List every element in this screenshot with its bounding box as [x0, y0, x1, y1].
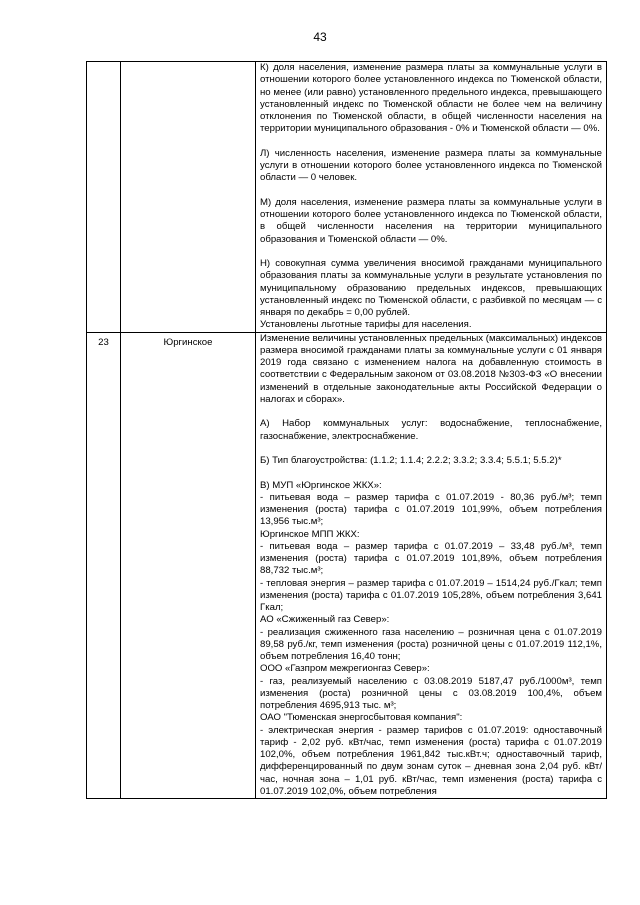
paragraph: - электрическая энергия - размер тарифов с 01.07.2019: одноставочный тариф - 2,02 руб. кВт/час, темп изменения (роста) тарифа с 01.07.2019 102,0%, объем потребления 1961,842 тыс.кВт.ч; одноставочный тариф, дифференцированный по двум зонам суток – дневная зона 2,04 руб. кВт/час, ночная зона – 1,01 руб. кВт/час, темп изменения (роста) тарифа с 01.07.2019 102,0%, объем потребления — [260, 724, 602, 797]
paragraph: А) Набор коммунальных услуг: водоснабжение, теплоснабжение, газоснабжение, электроснабжение. — [260, 418, 602, 442]
paragraph-spacer — [260, 185, 602, 197]
paragraph: М) доля населения, изменение размера платы за коммунальные услуги в отношении которого более установленного индекса по Тюменской области, в общей численности населения на территории муниципального образования и Тюменской области — 0%. — [260, 196, 602, 245]
paragraph: - газ, реализуемый населению с 03.08.2019 5187,47 руб./1000м³, темп изменения (роста) розничной цены с 03.08.2019 100,4%, объем потребления 4695,913 тыс. м³; — [260, 675, 602, 711]
municipality-name-cell — [121, 62, 256, 333]
description-cell — [256, 332, 607, 799]
table-row — [87, 332, 607, 799]
paragraph-spacer — [260, 467, 602, 479]
paragraph: АО «Сжиженный газ Север»: — [260, 614, 390, 626]
paragraph: - питьевая вода – размер тарифа с 01.07.2019 – 33,48 руб./м³, темп изменения (роста) тарифа с 01.07.2019 101,89%, объем потребления 88,732 тыс.м³; — [260, 540, 602, 577]
paragraph: Изменение величины установленных предельных (максимальных) индексов размера вносимой гражданами платы за коммунальные услуги с 01 января 2019 года связано с изменением налога на добавленную стоимость в соответствии с Федеральным законом от 03.08.2018 №303-ФЗ «О внесении изменений в отдельные законодательные акты Российской Федерации о налогах и сборах». — [260, 332, 602, 405]
paragraph: Установлены льготные тарифы для населения. — [260, 319, 472, 331]
paragraph: Л) численность населения, изменение размера платы за коммунальные услуги в отношении которого более установленного индекса по Тюменской области — 0 человек. — [260, 147, 602, 184]
paragraph: - реализация сжиженного газа населению – розничная цена с 01.07.2019 89,58 руб./кг, темп изменения (роста) розничной цены с 01.07.2019 112,1%, объем потребления 16,40 тонн; — [260, 626, 602, 662]
paragraph: Б) Тип благоустройства: (1.1.2; 1.1.4; 2.2.2; 3.3.2; 3.3.4; 5.5.1; 5.5.2)* — [260, 455, 562, 466]
page-number: 43 — [313, 30, 327, 44]
municipal-tariffs-table — [86, 61, 607, 799]
description-cell — [256, 62, 607, 333]
paragraph: К) доля населения, изменение размера платы за коммунальные услуги в отношении которого более установленного индекса по Тюменской области, но менее (или равно) установленного предельного индекса, превышающего установленный индекс по Тюменской области не более чем на величину отклонения по Тюменской области, в общей численности населения на территории муниципального образования - 0% и Тюменской области — 0%. — [260, 62, 602, 135]
paragraph: - питьевая вода – размер тарифа с 01.07.2019 - 80,36 руб./м³; темп изменения (роста) тарифа с 01.07.2019 101,99%, объем потребления 13,956 тыс.м³; — [260, 491, 602, 528]
paragraph: ОАО "Тюменская энергосбытовая компания": — [260, 712, 463, 724]
paragraph-spacer — [260, 246, 602, 258]
paragraph-spacer — [260, 136, 602, 148]
paragraph-spacer — [260, 443, 602, 455]
paragraph: ООО «Газпром межрегионгаз Север»: — [260, 663, 430, 675]
table-row — [87, 62, 607, 333]
paragraph: - тепловая энергия – размер тарифа с 01.07.2019 – 1514,24 руб./Гкал; темп изменения (роста) тарифа с 01.07.2019 105,28%, объем потребления 3,641 Гкал; — [260, 577, 602, 613]
paragraph: Юргинское МПП ЖКХ: — [260, 528, 360, 540]
row-number-cell: 23 — [87, 332, 121, 799]
row-number-cell — [87, 62, 121, 333]
paragraph: Н) совокупная сумма увеличения вносимой гражданами муниципального образования платы за коммунальные услуги в результате установления по муниципальному образованию предельных индексов, превышающих установленный индекс по Тюменской области, с разбивкой по месяцам — с января по декабрь = 0,00 рублей. — [260, 258, 602, 318]
paragraph: В) МУП «Юргинское ЖКХ»: — [260, 479, 382, 491]
municipality-name-cell: Юргинское — [121, 332, 256, 799]
paragraph-spacer — [260, 406, 602, 418]
